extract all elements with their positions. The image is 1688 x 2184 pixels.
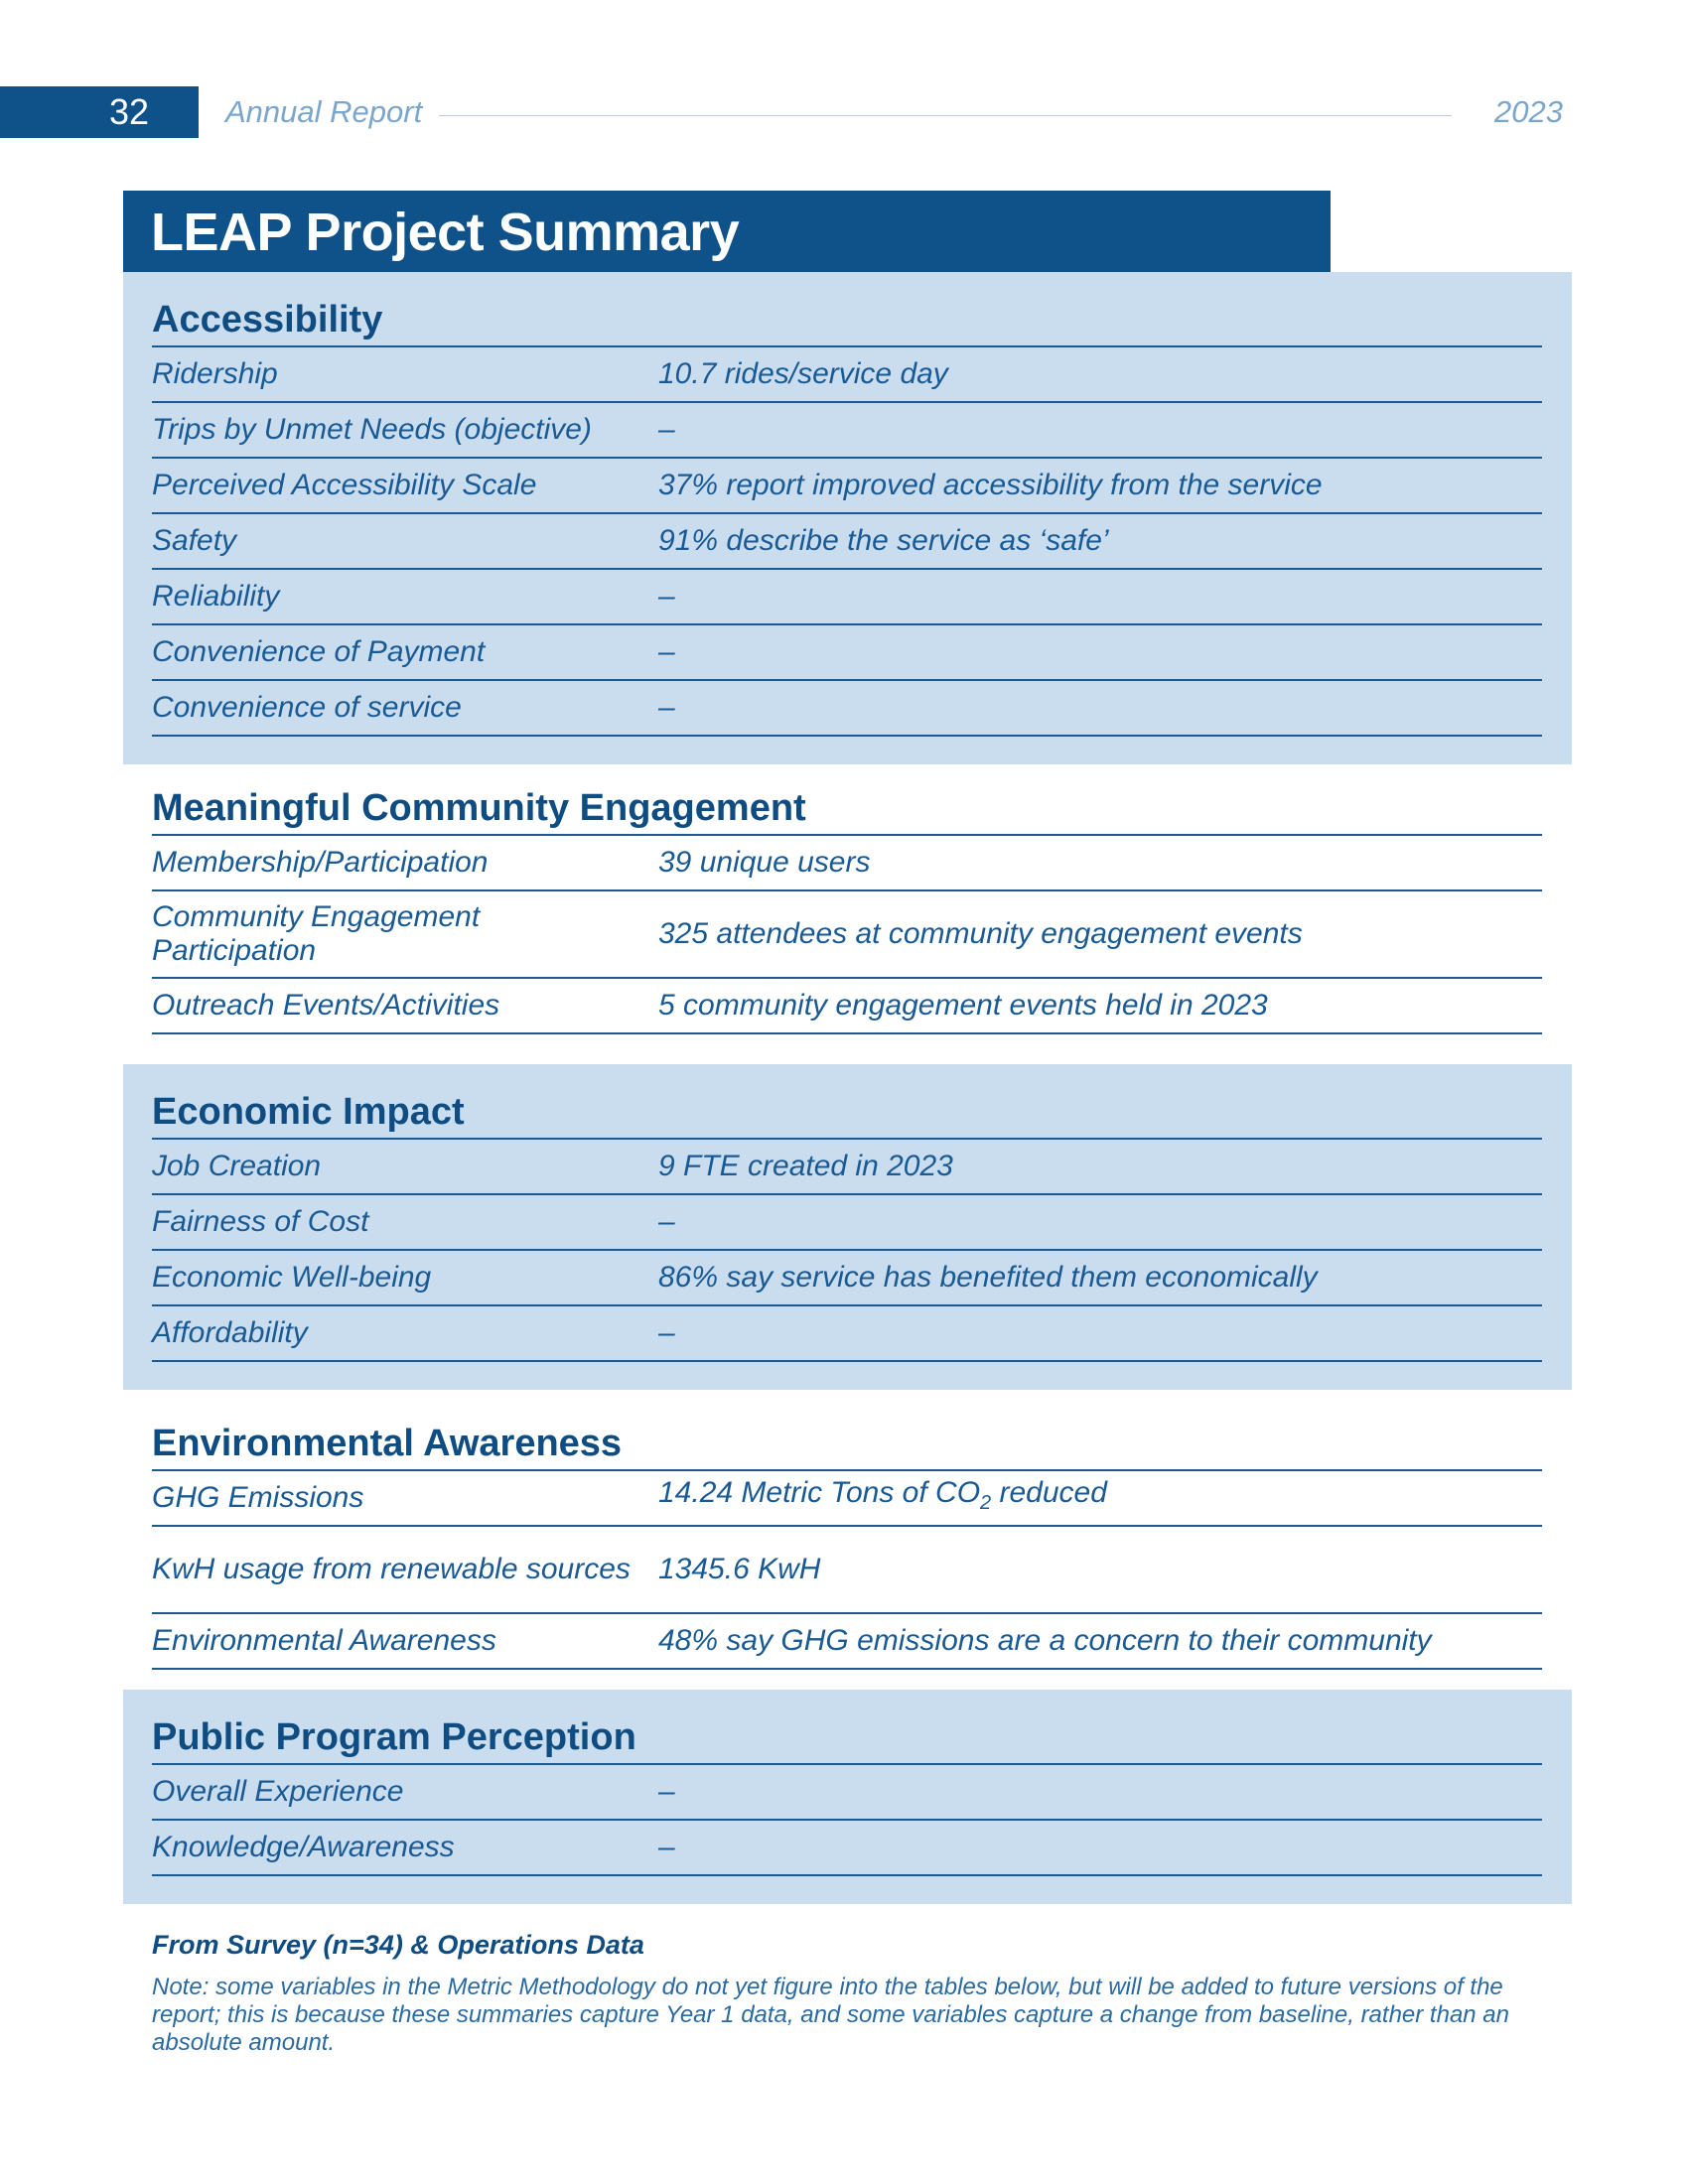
metric-label: Perceived Accessibility Scale: [152, 469, 537, 501]
table-row: [152, 1527, 1542, 1614]
metric-label: Community Engagement Participation: [152, 900, 481, 967]
metric-value: 10.7 rides/service day: [658, 357, 948, 390]
subscript-text: 2: [980, 1492, 992, 1514]
metric-label: Knowledge/Awareness: [152, 1831, 455, 1863]
metric-label: Fairness of Cost: [152, 1205, 369, 1238]
page-number-box: [0, 86, 199, 138]
metric-label: Affordability: [152, 1316, 308, 1349]
metric-label: Job Creation: [152, 1150, 322, 1182]
metric-label: Environmental Awareness: [152, 1624, 496, 1657]
metric-value: –: [658, 1831, 675, 1863]
section-accessibility: [123, 272, 1572, 764]
table-row: [152, 1471, 1542, 1527]
table-row: [152, 403, 1542, 459]
metric-label: Convenience of service: [152, 691, 462, 724]
page-number: 32: [109, 91, 150, 132]
metric-value: –: [658, 635, 675, 668]
metric-value: 9 FTE created in 2023: [658, 1150, 953, 1182]
table-row: [152, 625, 1542, 681]
table-row: [152, 1251, 1542, 1306]
metric-value: [658, 1476, 1542, 1520]
table-row: [152, 347, 1542, 403]
metric-label: Membership/Participation: [152, 846, 489, 879]
table-row: [152, 1821, 1542, 1876]
metric-label: Convenience of Payment: [152, 635, 486, 668]
metric-label: Ridership: [152, 357, 278, 390]
header-divider: [439, 115, 1452, 116]
metric-value: 325 attendees at community engagement events: [658, 917, 1303, 950]
metric-label: GHG Emissions: [152, 1481, 364, 1514]
metric-value: 37% report improved accessibility from the service: [658, 469, 1323, 501]
metric-value: 91% describe the service as ‘safe’: [658, 524, 1109, 557]
section-public-perception: [123, 1690, 1572, 1904]
table-row: [152, 1765, 1542, 1821]
table-row: [152, 514, 1542, 570]
metric-label: Trips by Unmet Needs (objective): [152, 413, 592, 446]
section-title: Environmental Awareness: [152, 1420, 1542, 1471]
metric-value: 1345.6 KwH: [658, 1553, 821, 1585]
methodology-note: Note: some variables in the Metric Methodology do not yet figure into the tables below, but will be added to future versions of the report; this is because these summaries capture Year 1 data, and some variables capture a change from baseline, rather than an absolute amount.: [152, 1974, 1510, 2056]
table-row: [152, 1140, 1542, 1195]
section-title: Meaningful Community Engagement: [152, 784, 1542, 836]
metric-label: Reliability: [152, 580, 280, 613]
section-economic-impact: [123, 1064, 1572, 1390]
section-title: Economic Impact: [152, 1088, 1542, 1140]
table-row: [152, 1306, 1542, 1362]
metric-value: –: [658, 580, 675, 613]
section-community-engagement: [123, 764, 1572, 1064]
report-year: 2023: [1494, 94, 1563, 129]
metric-value: 48% say GHG emissions are a concern to their community: [658, 1624, 1432, 1657]
metric-label: KwH usage from renewable sources: [152, 1553, 631, 1585]
table-row: [152, 979, 1542, 1034]
table-row: [152, 1195, 1542, 1251]
metric-value: 86% say service has benefited them economically: [658, 1261, 1318, 1294]
section-environmental-awareness: [123, 1390, 1572, 1690]
page-title-bar: [123, 191, 1331, 272]
value-text: reduced: [991, 1476, 1107, 1509]
table-row: [152, 681, 1542, 737]
value-text: 14.24 Metric Tons of CO: [658, 1476, 981, 1509]
metric-label: Safety: [152, 524, 237, 557]
metric-label: Economic Well-being: [152, 1261, 432, 1294]
metric-value: 39 unique users: [658, 846, 871, 879]
section-title: Accessibility: [152, 296, 1542, 347]
metric-value: –: [658, 1316, 675, 1349]
data-source-note: From Survey (n=34) & Operations Data: [152, 1930, 644, 1960]
table-row: [152, 1614, 1542, 1670]
metric-value: –: [658, 1775, 675, 1808]
report-title: Annual Report: [225, 94, 423, 129]
page-title: LEAP Project Summary: [151, 203, 740, 262]
metric-label: Overall Experience: [152, 1775, 404, 1808]
section-title: Public Program Perception: [152, 1713, 1542, 1765]
metric-value: 5 community engagement events held in 2023: [658, 989, 1268, 1022]
metric-value: –: [658, 1205, 675, 1238]
metric-value: –: [658, 691, 675, 724]
table-row: [152, 459, 1542, 514]
metric-label: Outreach Events/Activities: [152, 989, 500, 1022]
table-row: [152, 836, 1542, 891]
table-row: [152, 570, 1542, 625]
metric-value: –: [658, 413, 675, 446]
table-row: [152, 891, 1542, 979]
